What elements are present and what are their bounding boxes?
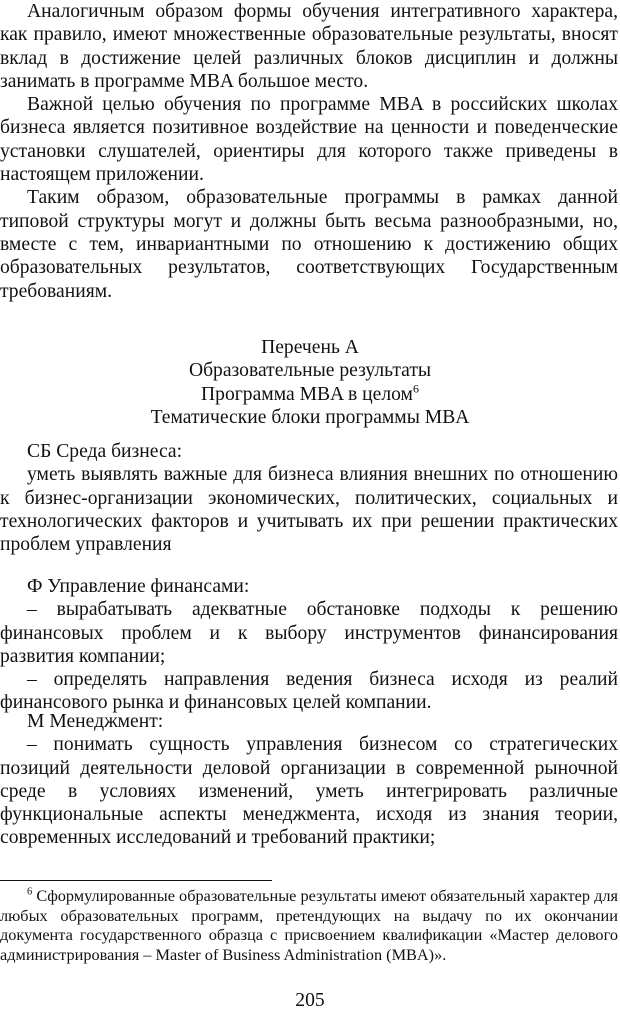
- section-title: СБ Среда бизнеса:: [27, 441, 183, 462]
- section-business-environment: [0, 440, 618, 556]
- section-finance: [0, 575, 618, 715]
- intro-paragraph-1: Аналогичным образом формы обучения интегративного характера, как правило, имеют множественные образовательные результаты, вносят вклад в достижение целей различных блоков дисциплин и должны занимать в программе MBA большое место.: [0, 1, 618, 92]
- footnote-divider: [0, 880, 272, 881]
- footnote: [0, 886, 618, 964]
- page-number: 205: [295, 990, 325, 1011]
- footnote-text: Сформулированные образовательные результаты имеют обязательный характер для любых образовательных программ, претендующих на выдачу по их окончании документа государственного образца с присвоением квалификации «Мастер делового администрирования – Master of Business Administration (MBA)».: [0, 886, 618, 964]
- heading-line-4: Тематические блоки программы MBA: [150, 406, 470, 428]
- section-item: – вырабатывать адекватные обстановке подходы к решению финансовых проблем и к выбору инструментов финансирования развития компании;: [0, 599, 618, 667]
- section-item: уметь выявлять важные для бизнеса влияния внешних по отношению к бизнес-организации экономических, политических, социальных и технологических факторов и учитывать их при решении практических проблем управления: [0, 464, 618, 556]
- intro-paragraph-2: Важной целью обучения по программе MBA в российских школах бизнеса является позитивное воздействие на ценности и поведенческие установки слушателей, ориентиры для которого также приведены в настоящем приложении.: [0, 94, 618, 186]
- heading-line-3-text: Программа MBA в целом: [201, 383, 413, 405]
- intro-text: [0, 0, 618, 303]
- section-title: М Менеджмент:: [27, 711, 164, 732]
- heading-line-1: Перечень А: [261, 337, 359, 358]
- footnote-reference: 6: [412, 381, 419, 396]
- intro-paragraph-3: Таким образом, образовательные программы в рамках данной типовой структуры могут и должны быть весьма разнообразными, но, вместе с тем, инвариантными по отношению к достижению общих образовательных результатов, соответствующих Государственным требованиям.: [0, 187, 618, 302]
- section-item: – понимать сущность управления бизнесом со стратегических позиций деятельности деловой организации в современной рыночной среде в условиях изменений, уметь интегрировать различные функциональные аспекты менеджмента, исходя из знания теории, современных исследований и требований практики;: [0, 734, 618, 849]
- footnote-mark: 6: [27, 886, 33, 898]
- section-title: Ф Управление финансами:: [27, 576, 250, 597]
- heading-line-2: Образовательные результаты: [188, 360, 432, 382]
- list-heading: [0, 336, 620, 429]
- heading-line-3: [0, 383, 620, 406]
- section-management: [0, 710, 618, 850]
- section-item: – определять направления ведения бизнеса исходя из реалий финансового рынка и финансовых целей компании.: [0, 669, 618, 714]
